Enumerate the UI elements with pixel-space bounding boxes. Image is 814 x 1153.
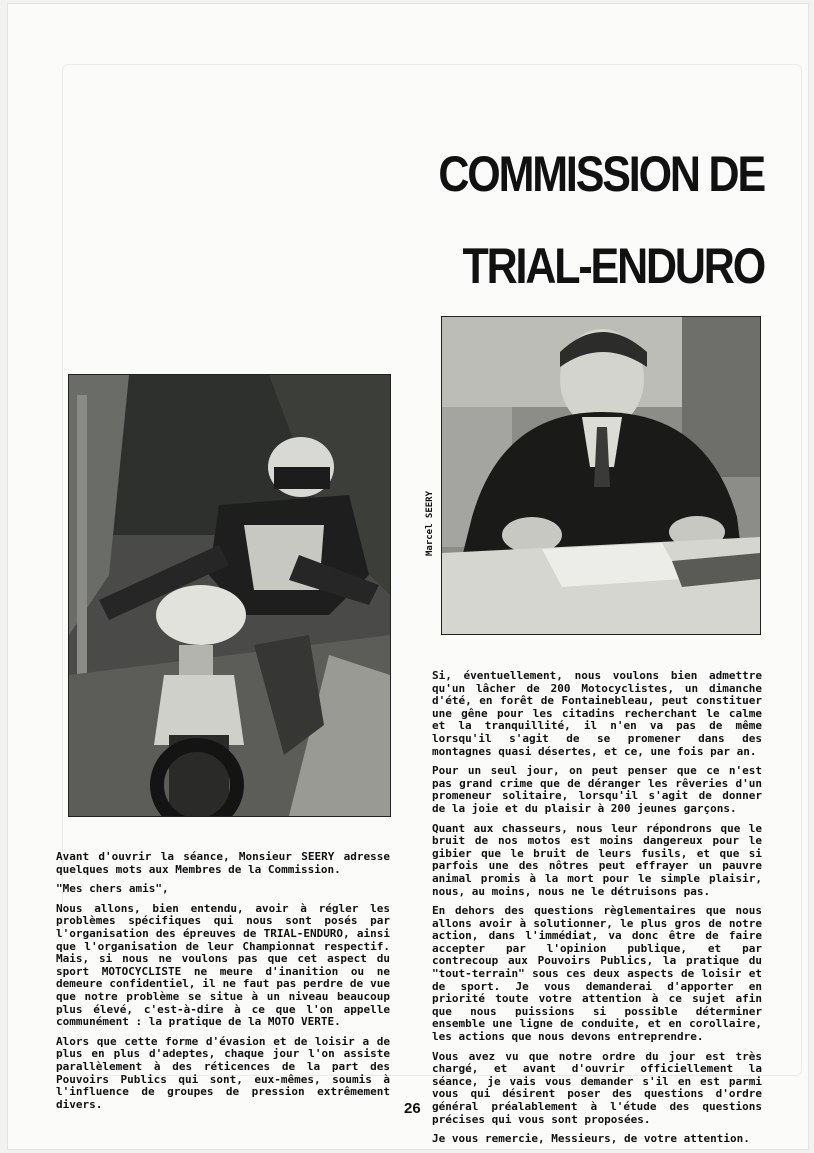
photo-credit: Marcel SEERY: [425, 490, 435, 556]
right-paragraph-5: Vous avez vu que notre ordre du jour est très chargé, et avant d'ouvrir officiellement la séance, je vais vous demander s'il en est parmi vous qui désirent poser des questions d'ordre général préalablement à l'étude des questions précises qui vous sont proposées.: [432, 1049, 762, 1126]
photo-enduro-rider: [68, 374, 391, 817]
page-number: 26: [404, 1100, 421, 1117]
left-paragraph-2: "Mes chers amis",: [56, 882, 169, 896]
article-title: [386, 128, 764, 312]
left-paragraph-3: Nous allons, bien entendu, avoir à régler les problèmes spécifiques qui nous sont posés par l'organisation des épreuves de TRIAL-ENDURO, ainsi que l'organisation de leur Championnat respectif. Mais, si nous ne voulons pas que cet aspect du sport MOTOCYCLISTE ne meure d'inanition ou ne demeure confidentiel, il ne faut pas perdre de vue que notre problème se situe à un niveau beaucoup plus élevé, c'est-à-dire à ce que l'on appelle communément : la pratique de la MOTO VERTE.: [56, 901, 390, 1029]
right-paragraph-6: Je vous remercie, Messieurs, de votre attention.: [432, 1132, 750, 1146]
right-text-column: [432, 670, 762, 1153]
right-paragraph-2: Pour un seul jour, on peut penser que ce n'est pas grand crime que de déranger les rêveries d'un promeneur solitaire, lorsqu'il s'agit de donner de la joie et du plaisir à 200 jeunes garçons.: [432, 764, 762, 815]
left-text-column: [56, 851, 390, 1118]
right-paragraph-1: Si, éventuellement, nous voulons bien admettre qu'un lâcher de 200 Motocyclistes, un dimanche d'été, en forêt de Fontainebleau, peut constituer une gêne pour les citadins recherchant le calme et la tranquillité, il n'en va pas de même lorsqu'il s'agit de se promener dans des montagnes quasi désertes, et ce, une fois par an.: [432, 669, 762, 758]
right-paragraph-3: Quant aux chasseurs, nous leur répondrons que le bruit de nos motos est moins dangereux pour le gibier que le bruit de leurs fusils, et que si parfois une des nôtres peut effrayer un pauvre animal promis à la mort pour le simple plaisir, nous, au moins, nous ne le détruisons pas.: [432, 821, 762, 898]
left-paragraph-4: Alors que cette forme d'évasion et de loisir a de plus en plus d'adeptes, chaque jour l'on assiste parallèlement à des réticences de la part des Pouvoirs Publics qui sont, eux-mêmes, soumis à l'influence de groupes de pression extrêmement divers.: [56, 1034, 390, 1111]
title-line-1: COMMISSION DE: [438, 146, 764, 202]
left-paragraph-1: Avant d'ouvrir la séance, Monsieur SEERY adresse quelques mots aux Membres de la Commission.: [56, 850, 390, 876]
right-paragraph-4: En dehors des questions règlementaires que nous allons avoir à solutionner, le plus gros de notre action, dans l'immédiat, va donc être de faire accepter par l'opinion publique, et par contrecoup aux Pouvoirs Publics, la pratique du "tout-terrain" sous ces deux aspects de loisir et de sport. Je vous demanderai d'apporter en priorité toute votre attention à ce sujet afin que nous puissions si possible déterminer ensemble une ligne de conduite, et en corollaire, les actions que nous devons entreprendre.: [432, 904, 762, 1044]
photo-marcel-seery: [441, 316, 761, 635]
title-line-2: TRIAL-ENDURO: [462, 238, 764, 294]
